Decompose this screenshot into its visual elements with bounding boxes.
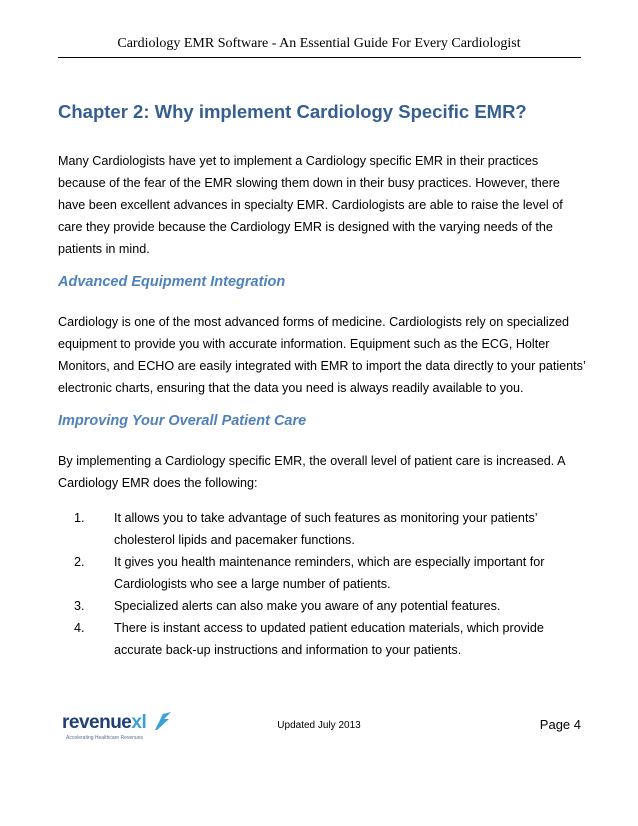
list-item-line: There is instant access to updated patient education materials, which provide <box>114 621 544 635</box>
header-rule <box>58 57 581 58</box>
list-item <box>58 617 578 661</box>
list-number: 2. <box>74 555 85 569</box>
list-item-line: It gives you health maintenance reminders, which are especially important for <box>114 555 545 569</box>
list-number: 1. <box>74 511 85 525</box>
intro-line: care they provide because the Cardiology EMR is designed with the varying needs of the <box>58 220 553 234</box>
list-item-line: cholesterol lipids and pacemaker functions. <box>114 533 355 547</box>
logo-wordmark: revenuexl <box>62 712 147 733</box>
list-item <box>58 595 578 617</box>
equipment-paragraph <box>58 311 586 399</box>
list-item-line: Specialized alerts can also make you aware of any potential features. <box>114 599 501 613</box>
patient-care-line: Cardiology EMR does the following: <box>58 476 258 490</box>
intro-line: Many Cardiologists have yet to implement a Cardiology specific EMR in their practices <box>58 154 539 168</box>
list-item-line: Cardiologists who see a large number of patients. <box>114 577 391 591</box>
list-item-line: It allows you to take advantage of such features as monitoring your patients’ <box>114 511 538 525</box>
patient-care-paragraph <box>58 450 578 494</box>
intro-paragraph <box>58 150 578 260</box>
running-header: Cardiology EMR Software - An Essential Guide For Every Cardiologist <box>117 36 521 51</box>
section-heading-equipment: Advanced Equipment Integration <box>58 274 286 290</box>
chapter-title: Chapter 2: Why implement Cardiology Specific EMR? <box>58 101 527 122</box>
intro-line: because of the fear of the EMR slowing them down in their busy practices. However, there <box>58 176 560 190</box>
intro-line: have been excellent advances in specialty EMR. Cardiologists are able to raise the level of <box>58 198 563 212</box>
list-item <box>58 507 578 551</box>
intro-line: patients in mind. <box>58 242 150 256</box>
page-number: Page 4 <box>539 717 581 732</box>
equipment-line: equipment to provide you with accurate information. Equipment such as the ECG, Holter <box>58 337 550 351</box>
list-item-line: accurate back-up instructions and information to your patients. <box>114 643 462 657</box>
list-item <box>58 551 578 595</box>
list-number: 4. <box>74 621 85 635</box>
equipment-line: Cardiology is one of the most advanced forms of medicine. Cardiologists rely on specialized <box>58 315 569 329</box>
updated-date: Updated July 2013 <box>277 720 361 731</box>
equipment-line: electronic charts, ensuring that the data you need is always readily available to you. <box>58 381 524 395</box>
equipment-line: Monitors, and ECHO are easily integrated with EMR to import the data directly to your patients’ <box>58 359 586 373</box>
logo-tagline: Accelerating Healthcare Revenues <box>66 735 143 741</box>
section-heading-patient-care: Improving Your Overall Patient Care <box>58 413 307 429</box>
list-number: 3. <box>74 599 85 613</box>
patient-care-line: By implementing a Cardiology specific EMR, the overall level of patient care is increased. A <box>58 454 566 468</box>
benefits-list <box>58 507 578 661</box>
